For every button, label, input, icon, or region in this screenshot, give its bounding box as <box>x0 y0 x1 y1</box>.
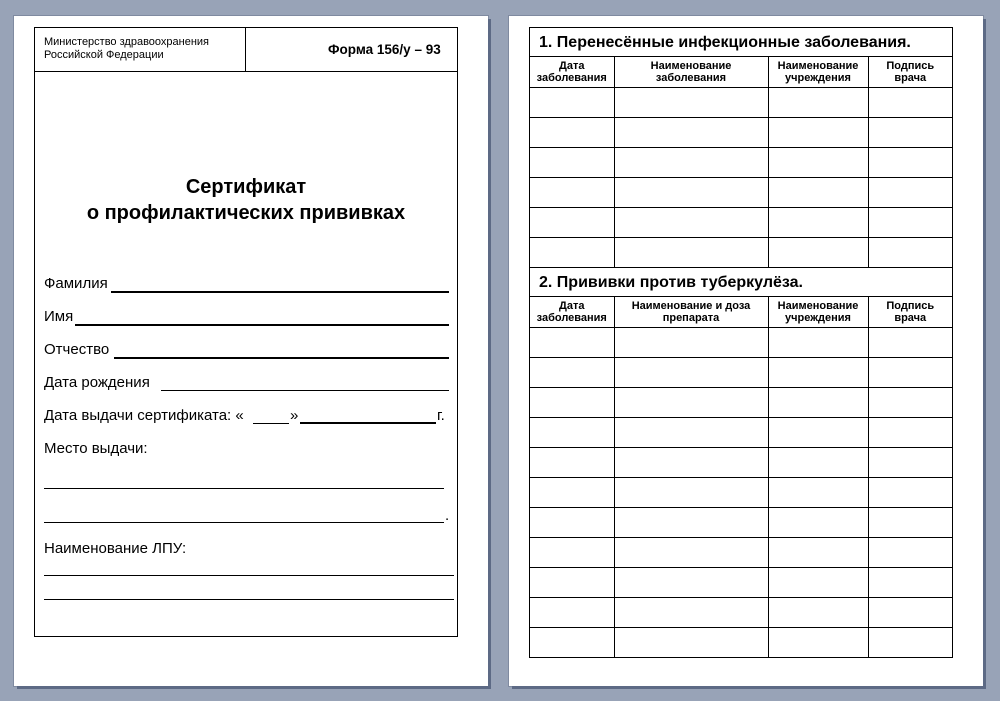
tb-vaccination-table-cell[interactable] <box>530 418 614 448</box>
tb-vaccination-table-cell[interactable] <box>868 508 952 538</box>
tb-vaccination-table-cell[interactable] <box>530 568 614 598</box>
infections-table-row <box>530 238 952 268</box>
patronymic-line[interactable] <box>114 357 449 359</box>
infections-table-cell[interactable] <box>530 118 614 148</box>
tb-vaccination-table-cell[interactable] <box>768 628 868 658</box>
infections-table-cell[interactable] <box>868 178 952 208</box>
tb-vaccination-table-row <box>530 328 952 358</box>
issue-year-suffix: г. <box>437 407 445 424</box>
infections-table-cell[interactable] <box>868 208 952 238</box>
ministry-name <box>44 36 244 62</box>
issue-place-label: Место выдачи: <box>44 440 148 457</box>
tb-vaccination-table-cell[interactable] <box>614 598 768 628</box>
infections-table-cell[interactable] <box>868 88 952 118</box>
issue-day-line[interactable] <box>253 423 289 424</box>
certificate-title-line-2: о профилактических прививках <box>86 202 406 224</box>
infections-table-row <box>530 208 952 238</box>
tb-vaccination-table-cell[interactable] <box>868 328 952 358</box>
tb-vaccination-table-cell[interactable] <box>868 538 952 568</box>
certificate-frame <box>34 27 458 637</box>
infections-table-row <box>530 148 952 178</box>
infections-table-cell[interactable] <box>768 208 868 238</box>
infections-grid <box>530 57 952 268</box>
name-line[interactable] <box>75 324 449 326</box>
tb-vaccination-table-cell[interactable] <box>768 568 868 598</box>
infections-table-cell[interactable] <box>614 148 768 178</box>
birth-date-label: Дата рождения <box>44 374 150 391</box>
form-number: Форма 156/у – 93 <box>328 42 441 57</box>
issue-place-period: . <box>445 507 450 524</box>
infections-table-cell[interactable] <box>768 88 868 118</box>
infections-table-row <box>530 178 952 208</box>
infections-table-cell[interactable] <box>530 148 614 178</box>
infections-table-cell[interactable] <box>530 88 614 118</box>
infections-table-cell[interactable] <box>530 208 614 238</box>
tb-vaccination-table-cell[interactable] <box>530 448 614 478</box>
certificate-records-page <box>509 16 983 686</box>
issue-place-line-2[interactable] <box>44 522 444 523</box>
tb-vaccination-table-cell[interactable] <box>868 478 952 508</box>
infections-table-cell[interactable] <box>768 148 868 178</box>
infections-table-cell[interactable] <box>530 238 614 268</box>
tb-vaccination-table-row <box>530 538 952 568</box>
tb-vaccination-table-cell[interactable] <box>530 358 614 388</box>
lpu-name-line-1[interactable] <box>44 575 454 576</box>
header-disease-date: Дата заболевания <box>530 297 614 328</box>
tb-vaccination-table-cell[interactable] <box>614 538 768 568</box>
tb-vaccination-table-title: 2. Прививки против туберкулёза. <box>530 268 952 297</box>
lpu-name-label: Наименование ЛПУ: <box>44 540 187 557</box>
header-doctor-signature: Подпись врача <box>868 57 952 88</box>
tb-vaccination-table-cell[interactable] <box>614 508 768 538</box>
ministry-line-1: Министерство здравоохранения <box>44 36 209 48</box>
tb-vaccination-table-cell[interactable] <box>768 418 868 448</box>
tb-vaccination-table-cell[interactable] <box>614 418 768 448</box>
tb-vaccination-table-cell[interactable] <box>614 628 768 658</box>
tb-vaccination-table-cell[interactable] <box>868 598 952 628</box>
tb-vaccination-table-row <box>530 508 952 538</box>
tb-vaccination-table-cell[interactable] <box>530 388 614 418</box>
header-divider <box>245 28 246 71</box>
lpu-name-line-2[interactable] <box>44 599 454 600</box>
infections-table-row <box>530 118 952 148</box>
infections-table-cell[interactable] <box>614 238 768 268</box>
infections-table-cell[interactable] <box>868 118 952 148</box>
tb-vaccination-table-cell[interactable] <box>868 418 952 448</box>
tb-vaccination-table-row <box>530 388 952 418</box>
header-institution-name: Наименование учреждения <box>768 297 868 328</box>
issue-place-line-1[interactable] <box>44 488 444 489</box>
tb-vaccination-table <box>529 267 953 658</box>
tb-vaccination-table-cell[interactable] <box>868 388 952 418</box>
tb-vaccination-grid <box>530 297 952 658</box>
header-institution-name: Наименование учреждения <box>768 57 868 88</box>
tb-vaccination-table-cell[interactable] <box>614 388 768 418</box>
issue-date-label: Дата выдачи сертификата: « <box>44 407 244 424</box>
tb-vaccination-table-cell[interactable] <box>530 538 614 568</box>
infections-table <box>529 27 953 268</box>
issue-date-quote-close: » <box>290 407 299 424</box>
tb-vaccination-table-cell[interactable] <box>868 448 952 478</box>
tb-vaccination-table-cell[interactable] <box>530 478 614 508</box>
tb-vaccination-table-cell[interactable] <box>614 568 768 598</box>
tb-vaccination-table-cell[interactable] <box>530 328 614 358</box>
patronymic-label: Отчество <box>44 341 110 358</box>
tb-vaccination-table-row <box>530 568 952 598</box>
infections-table-row <box>530 88 952 118</box>
header-disease-date: Дата заболевания <box>530 57 614 88</box>
tb-vaccination-table-row <box>530 448 952 478</box>
tb-vaccination-table-cell[interactable] <box>868 568 952 598</box>
infections-table-cell[interactable] <box>614 118 768 148</box>
tb-vaccination-table-cell[interactable] <box>768 388 868 418</box>
tb-vaccination-table-cell[interactable] <box>614 478 768 508</box>
tb-vaccination-table-cell[interactable] <box>614 328 768 358</box>
tb-vaccination-table-cell[interactable] <box>530 628 614 658</box>
tb-vaccination-table-cell[interactable] <box>768 478 868 508</box>
infections-table-cell[interactable] <box>768 178 868 208</box>
tb-vaccination-table-cell[interactable] <box>614 358 768 388</box>
infections-table-cell[interactable] <box>768 118 868 148</box>
infections-header-row <box>530 57 952 88</box>
tb-vaccination-table-row <box>530 628 952 658</box>
infections-table-cell[interactable] <box>868 238 952 268</box>
tb-vaccination-table-cell[interactable] <box>768 448 868 478</box>
tb-vaccination-table-cell[interactable] <box>768 598 868 628</box>
surname-line[interactable] <box>111 291 449 293</box>
tb-vaccination-table-cell[interactable] <box>768 538 868 568</box>
infections-table-title: 1. Перенесённые инфекционные заболевания. <box>530 28 952 57</box>
ministry-line-2: Российской Федерации <box>44 49 164 61</box>
tb-vaccination-table-cell[interactable] <box>868 358 952 388</box>
header-doctor-signature: Подпись врача <box>868 297 952 328</box>
tb-vaccination-table-row <box>530 358 952 388</box>
surname-label: Фамилия <box>44 275 108 292</box>
form-header <box>35 28 457 72</box>
tb-vaccination-table-cell[interactable] <box>530 598 614 628</box>
infections-table-cell[interactable] <box>614 208 768 238</box>
tb-vaccination-table-cell[interactable] <box>530 508 614 538</box>
infections-table-cell[interactable] <box>868 148 952 178</box>
tb-vaccination-table-row <box>530 478 952 508</box>
infections-table-cell[interactable] <box>768 238 868 268</box>
tb-vaccination-header-row <box>530 297 952 328</box>
issue-month-line[interactable] <box>300 422 436 424</box>
tb-vaccination-table-row <box>530 598 952 628</box>
tb-vaccination-table-cell[interactable] <box>768 508 868 538</box>
birth-date-line[interactable] <box>161 390 449 391</box>
header-disease-name: Наименование заболевания <box>614 57 768 88</box>
certificate-title-line-1: Сертификат <box>185 176 307 198</box>
tb-vaccination-table-cell[interactable] <box>614 448 768 478</box>
tb-vaccination-table-cell[interactable] <box>868 628 952 658</box>
header-drug-name-dose: Наименование и доза препарата <box>614 297 768 328</box>
infections-table-cell[interactable] <box>614 178 768 208</box>
infections-table-cell[interactable] <box>530 178 614 208</box>
name-label: Имя <box>44 308 74 325</box>
tb-vaccination-table-cell[interactable] <box>768 328 868 358</box>
infections-table-cell[interactable] <box>614 88 768 118</box>
certificate-cover-page <box>14 16 488 686</box>
tb-vaccination-table-cell[interactable] <box>768 358 868 388</box>
tb-vaccination-table-row <box>530 418 952 448</box>
